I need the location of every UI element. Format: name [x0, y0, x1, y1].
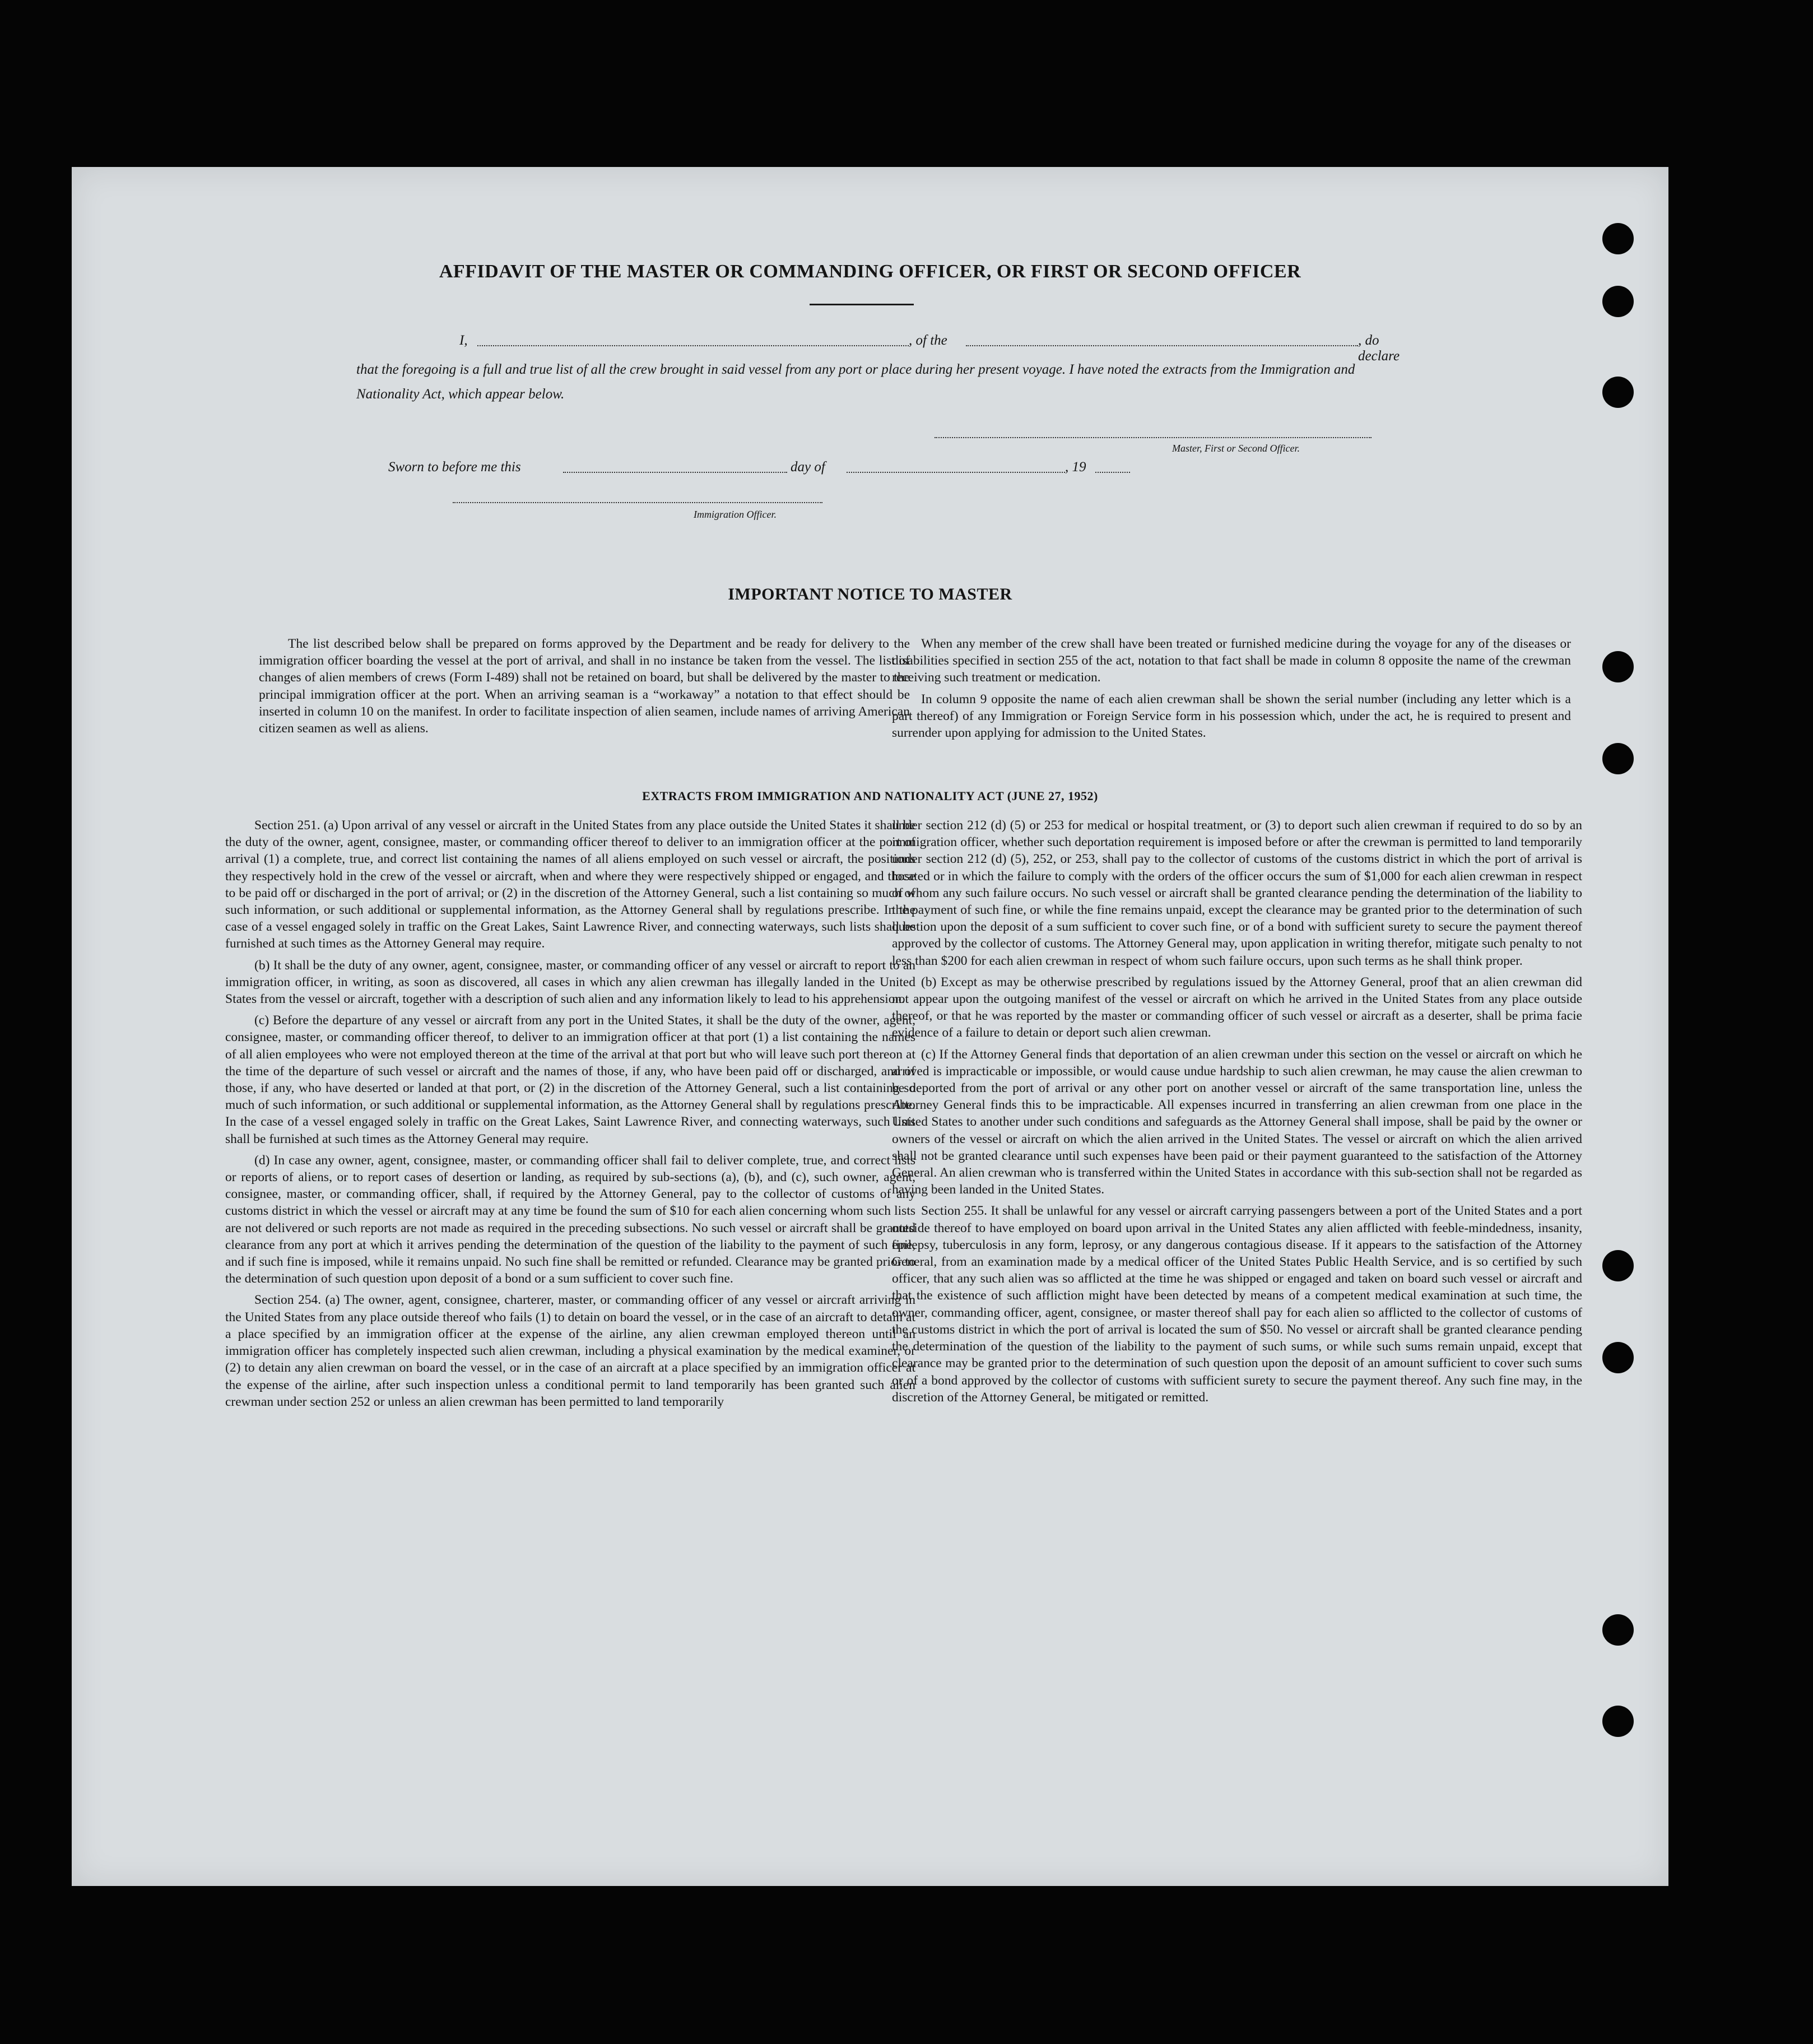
extracts-left-column [225, 817, 915, 1415]
binder-hole [1602, 377, 1634, 408]
notice-paragraph: When any member of the crew shall have been treated or furnished medicine during the voyage for any of the diseases or disabilities specified in section 255 of the act, notation to that fact shall be made in column 8 opposite the name of the crewman receiving such treatment or medication. [892, 637, 1571, 685]
master-signature-line[interactable] [935, 437, 1372, 438]
year-label: , 19 [1065, 459, 1086, 475]
officer-signature-line[interactable] [453, 502, 822, 503]
master-caption: Master, First or Second Officer. [1172, 443, 1300, 454]
day-of-label: day of [791, 459, 825, 475]
month-field[interactable] [847, 459, 1065, 473]
of-the-label: , of the [909, 333, 947, 348]
notice-paragraph: The list described below shall be prepared on forms approved by the Department and be ready for delivery to the immigration officer boarding the vessel at the port of arrival, and shall in no instance be taken from the vessel. The list of changes of alien members of crews (Form I-489) shall not be retained on board, but shall be delivered by the master to the principal immigration officer at the port. When an arriving seaman is a “workaway” a notation to that effect should be inserted in column 10 on the manifest. In order to facilitate inspection of alien seamen, include names of arriving American citizen seamen as well as aliens. [259, 637, 910, 736]
year-field[interactable] [1095, 459, 1130, 473]
day-field[interactable] [563, 459, 787, 473]
extracts-title: EXTRACTS FROM IMMIGRATION AND NATIONALITY ACT (JUNE 27, 1952) [642, 789, 1098, 803]
extract-paragraph: (c) If the Attorney General finds that deportation of an alien crewman under this section on the vessel or aircraft on which he arrived is impracticable or impossible, or would cause undue hardship to such alien crewman, he may cause the alien crewman to be deported from the port of arrival or any other port on another vessel or aircraft of the same transportation line, unless the Attorney General finds this to be impracticable. All expenses incurred in transferring an alien crewman from one place in the United States to another under such conditions and safeguards as the Attorney General shall impose, shall be paid by the owner or owners of the vessel or aircraft on which the alien arrived in the United States. The vessel or aircraft on which the alien arrived shall not be granted clearance until such expenses have been paid or their payment guaranteed to the satisfaction of the Attorney General. An alien crewman who is transferred within the United States in accordance with this sub-section shall not be regarded as having been landed in the United States. [892, 1047, 1582, 1197]
officer-caption: Immigration Officer. [694, 509, 777, 520]
binder-hole [1602, 1706, 1634, 1737]
binder-hole [1602, 1614, 1634, 1646]
binder-hole [1602, 743, 1634, 774]
extract-paragraph: Section 251. (a) Upon arrival of any vessel or aircraft in the United States from any place outside the United States it shall be the duty of the owner, agent, consignee, master, or commanding officer thereof to deliver to an immigration officer at the port of arrival (1) a complete, true, and correct list containing the names of all aliens employed on such vessel or aircraft, the positions they respectively hold in the crew of the vessel or aircraft, when and where they were respectively shipped or engaged, and those to be paid off or discharged in the port of arrival; or (2) in the discretion of the Attorney General, such a list containing so much of such information, or such additional or supplemental information, as the Attorney General shall by regulations prescribe. In the case of a vessel engaged solely in traffic on the Great Lakes, Saint Lawrence River, and connecting waterways, such lists shall be furnished at such times as the Attorney General may require. [225, 818, 915, 951]
extract-paragraph: (d) In case any owner, agent, consignee, master, or commanding officer shall fail to deliver complete, true, and correct lists or reports of aliens, or to report cases of desertion or landing, as required by sub-sections (a), (b), and (c), such owner, agent, consignee, master, or commanding officer, shall, if required by the Attorney General, pay to the collector of customs of any customs district in which the vessel or aircraft may at any time be found the sum of $10 for each alien concerning whom such lists are not delivered or such reports are not made as required in the preceding subsections. No such vessel or aircraft shall be granted clearance from any port at which it arrives pending the determination of the question of the liability to the payment of such fine, and if such fine is imposed, while it remains unpaid. No such fine shall be remitted or refunded. Clearance may be granted prior to the determination of such question upon deposit of a bond or a sum sufficient to cover such fine. [225, 1153, 915, 1286]
declaration-text: that the foregoing is a full and true list of all the crew brought in said vessel from any port or place during her present voyage. I have noted the extracts from the Immigration and Nationality Act, which appear below. [356, 362, 1355, 402]
notice-title: IMPORTANT NOTICE TO MASTER [728, 585, 1012, 603]
document-page [72, 167, 1668, 1886]
extract-paragraph: Section 255. It shall be unlawful for any vessel or aircraft carrying passengers between a port of the United States and a port outside thereof to have employed on board upon arrival in the United States any alien afflicted with feeble-mindedness, insanity, epilepsy, tuberculosis in any form, leprosy, or any dangerous contagious disease. If it appears to the satisfaction of the Attorney General, from an examination made by a medical officer of the United States Public Health Service, and is so certified by such officer, that any such alien was so afflicted at the time he was shipped or engaged and taken on board such vessel or aircraft and that the existence of such affliction might have been detected by means of a competent medical examination at such time, the owner, commanding officer, agent, consignee, or master thereof shall pay for each alien so afflicted to the collector of customs of the customs district in which the port of arrival is located the sum of $50. No vessel or aircraft shall be granted clearance pending the determination of the question of the liability to the payment of such sums, or while such sums remain unpaid, except that clearance may be granted prior to the determination of such question upon the deposit of an amount sufficient to cover such sums or of a bond approved by the collector of customs with sufficient surety to secure the payment thereof. Any such fine may, in the discretion of the Attorney General, be mitigated or remitted. [892, 1204, 1582, 1405]
extracts-right-column [892, 817, 1582, 1410]
notice-paragraph: In column 9 opposite the name of each alien crewman shall be shown the serial number (including any letter which is a part thereof) of any Immigration or Foreign Service form in his possession which, under the act, he is required to present and surrender upon applying for admission to the United States. [892, 691, 1571, 741]
affidavit-title: AFFIDAVIT OF THE MASTER OR COMMANDING OFFICER, OR FIRST OR SECOND OFFICER [439, 261, 1301, 282]
do-declare-label: , do declare [1358, 333, 1400, 364]
title-rule [810, 304, 914, 305]
extract-paragraph: Section 254. (a) The owner, agent, consignee, charterer, master, or commanding officer of any vessel or aircraft arriving in the United States from any place outside thereof who fails (1) to detain on board the vessel, or in the case of an aircraft to detain at a place specified by an immigration officer at the expense of the airline, any alien crewman employed thereon until an immigration officer has completely inspected such alien crewman, including a physical examination by the medical examiner, or (2) to detain any alien crewman on board the vessel, or in the case of an aircraft at a place specified by an immigration officer at the expense of the airline, after such inspection unless a conditional permit to land temporarily has been granted such alien crewman under section 252 or unless an alien crewman has been permitted to land temporarily [225, 1293, 915, 1409]
binder-hole [1602, 651, 1634, 682]
extract-paragraph: (b) It shall be the duty of any owner, agent, consignee, master, or commanding officer of any vessel or aircraft to report to an immigration officer, in writing, as soon as discovered, all cases in which any alien crewman has illegally landed in the United States from the vessel or aircraft, together with a description of such alien and any information likely to lead to his apprehension. [225, 958, 915, 1007]
extract-paragraph: under section 212 (d) (5) or 253 for medical or hospital treatment, or (3) to deport such alien crewman if required to do so by an immigration officer, whether such deportation requirement is imposed before or after the crewman is permitted to land temporarily under section 212 (d) (5), 252, or 253, shall pay to the collector of customs of the customs district in which the port of arrival is located or in which the failure to comply with the orders of the officer occurs the sum of $1,000 for each alien crewman in respect of whom any such failure occurs. No such vessel or aircraft shall be granted clearance pending the determination of the liability to the payment of such fine, or while the fine remains unpaid, except the clearance may be granted prior to the determination of such question upon the deposit of a sum sufficient to cover such fine, or of a bond with sufficient surety to secure the payment thereof approved by the collector of customs. The Attorney General may, upon application in writing therefor, mitigate such penalty to not less than $200 for each alien crewman in respect of whom such failure occurs, upon such terms as he shall think proper. [892, 818, 1582, 968]
notice-left-column [259, 635, 910, 741]
binder-hole [1602, 286, 1634, 317]
notice-right-column [892, 635, 1571, 746]
binder-hole [1602, 1342, 1634, 1373]
extract-paragraph: (c) Before the departure of any vessel or aircraft from any port in the United States, it shall be the duty of the owner, agent, consignee, master, or commanding officer thereof, to deliver to an immigration officer at that port (1) a list containing the names of all alien employees who were not employed thereon at the time of the arrival at that port but who will leave such port thereon at the time of the departure of such vessel or aircraft and the names of those, if any, who have been paid off or discharged, and of those, if any, who have deserted or landed at that port, or (2) in the discretion of the Attorney General, such a list containing so much of such information, or such additional or supplemental information, as the Attorney General shall by regulations prescribe. In the case of a vessel engaged solely in traffic on the Great Lakes, Saint Lawrence River, and connecting waterways, such lists shall be furnished at such times as the Attorney General may require. [225, 1013, 915, 1146]
vessel-name-field[interactable] [966, 333, 1358, 346]
declarant-name-field[interactable] [477, 333, 909, 346]
extract-paragraph: (b) Except as may be otherwise prescribed by regulations issued by the Attorney General, proof that an alien crewman did not appear upon the outgoing manifest of the vessel or aircraft on which he arrived in the United States from any place outside thereof, or that he was reported by the master or commanding officer of such vessel or aircraft as a deserter, shall be prima facie evidence of a failure to detain or deport such alien crewman. [892, 974, 1582, 1040]
declarant-line [370, 333, 1401, 364]
sworn-label: Sworn to before me this [388, 459, 521, 475]
binder-hole [1602, 223, 1634, 254]
sworn-line [388, 459, 1229, 479]
pronoun-label: I, [459, 333, 468, 348]
binder-hole [1602, 1250, 1634, 1281]
